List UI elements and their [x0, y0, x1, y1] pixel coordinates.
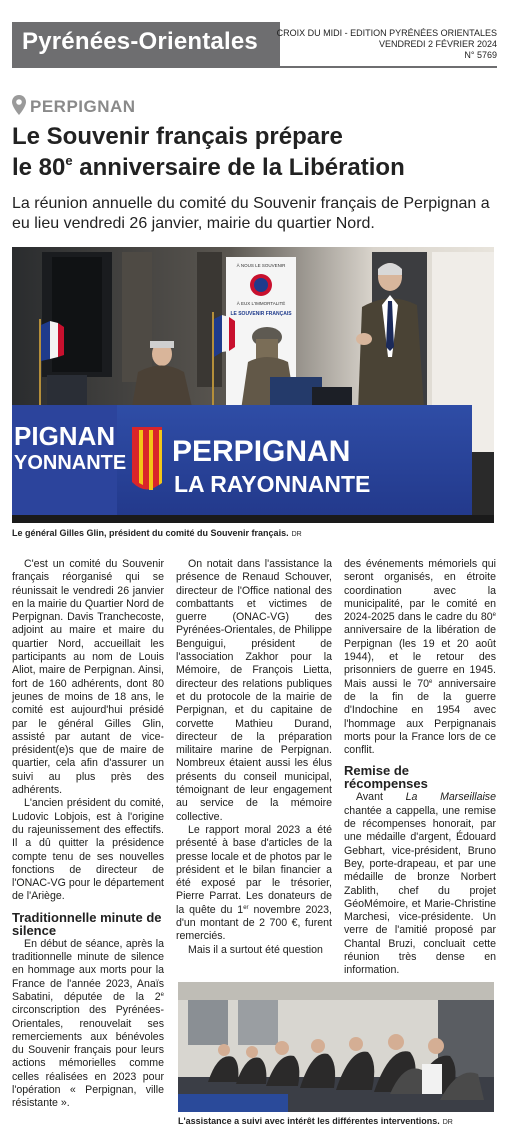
paragraph-1: C'est un comité du Souvenir français réorganisé qui se réunissait le vendredi 26 janvier en la mairie du Quartier Nord de Perpignan. Davis Tranchecoste, adjoint au maire et maire du quartier Nord, accueillait les participants au nom de Louis Aliot, maire de Perpignan. Ainsi, fort de 160 adhérents, dont 80 jeunes de moins de 18 ans, le comité est aujourd'hui présidé par le général Gilles Glin, assisté par autant de vice-président(e)s que de maire de quartier, cela afin d'assurer un suivi au plus près des adhérents. — [12, 558, 164, 797]
audience-photo — [178, 982, 494, 1112]
subheading-minute-de-silence: Traditionnelle minute de silence — [12, 909, 162, 938]
paragraph-3-end: circonscription des Pyrénées-Orientales, renouvelait ses remerciements aux bénévoles du Souvenir français pour leurs actions mémorielles comme celles réalisées en 2023 pour l'opération « Perpignan, ville résistante ». — [12, 1004, 164, 1110]
paragraph-5-end: novembre 2023, d'un montant de 2 700 €, furent remerciés. — [176, 903, 332, 943]
article-column-2 — [176, 558, 332, 957]
paragraph-3 — [12, 938, 164, 1111]
subheading-remise-de-recompenses: Remise de récompenses — [344, 763, 428, 792]
paragraph-7-part-3: anniversaire de la fin de la guerre d'Indochine en 1954 avec l'hommage aux Perpignanais morts pour la France lors de ce conflit. — [344, 677, 496, 757]
paragraph-7-superscript-1: e — [492, 612, 496, 619]
paragraph-7 — [344, 558, 496, 757]
photo-caption-1 — [12, 528, 302, 538]
rollup-line-2: À EUX L'IMMORTALITÉ — [236, 301, 286, 306]
publication-date: VENDREDI 2 FÉVRIER 2024 — [378, 39, 497, 49]
paragraph-6: Mais il a surtout été question — [188, 943, 323, 956]
article-column-1 — [12, 558, 164, 1111]
photo-credit-2: DR — [442, 1119, 453, 1126]
headline-line-2-start: le 80 — [12, 154, 66, 181]
audience-photo-scene — [178, 982, 494, 1112]
article-lead: La réunion annuelle du comité du Souvenir français de Perpignan a eu lieu vendredi 26 janvier, mairie du quartier Nord. — [12, 195, 490, 232]
meeting-photo — [12, 247, 494, 523]
paragraph-4: On notait dans l'assistance la présence de Renaud Schouver, directeur de l'Office national des combattants et victimes de guerre (ONAC-VG) des Pyrénées-Orientales, de Philippe Benguigui, président de l'association Zakhor pour la Mémoire, de François Lietta, directeur des relations publiques et du protocole de la mairie de Perpignan, et du capitaine de corvette Mathieu Durand, directeur de la préparation militaire marine de Perpignan. Nombreux étaient aussi les élus présents du conseil municipal, témoignant de leur engagement au service de la mémoire collective. — [176, 558, 332, 823]
paragraph-5-start: Le rapport moral 2023 a été présenté à base d'articles de la presse locale et de photos par le président et le bilan financier a été exposé par le trésorier, Pierre Parrat. Les donateurs de la quête du 1 — [176, 823, 332, 916]
photo-caption-2 — [178, 1116, 453, 1126]
map-pin-icon — [12, 95, 26, 115]
paragraph-2: L'ancien président du comité, Ludovic Lobjois, est à l'origine du rajeunissement des effectifs. Il a dû quitter la présidence compte tenu de ses nouvelles fonctions de directeur de l'ONAC-VG pour le département de l'Ariège. — [12, 797, 164, 903]
publication-info — [277, 28, 497, 61]
meeting-photo-scene — [12, 247, 494, 523]
headline — [12, 121, 502, 183]
rollup-line-1: À NOUS LE SOUVENIR — [236, 263, 286, 268]
photo-credit-1: DR — [291, 531, 302, 538]
article-column-3 — [344, 558, 496, 978]
location-label: PERPIGNAN — [30, 97, 136, 116]
photo-caption-1-text: Le général Gilles Glin, président du comité du Souvenir français. — [12, 528, 289, 538]
paragraph-3-start: En début de séance, après la traditionnelle minute de silence en hommage aux morts pour la France de l'année 2023, Anaïs Sabatini, députée de la 2 — [12, 937, 164, 1003]
paragraph-7-part-1: des événements mémoriels qui seront organisés, en étroite coordination avec la municipalité, par le comité en 2024-2025 dans le cadre du 80 — [344, 558, 496, 624]
section-banner — [12, 22, 280, 66]
section-title: Pyrénées-Orientales — [22, 28, 258, 55]
rollup-line-3: LE SOUVENIR FRANÇAIS — [230, 311, 292, 317]
banner-line-2: LA RAYONNANTE — [174, 471, 371, 497]
issue-number: N° 5769 — [464, 50, 497, 60]
headline-superscript: e — [65, 153, 73, 168]
publication-name: CROIX DU MIDI - EDITION PYRÉNÉES ORIENTALES — [276, 28, 497, 38]
paragraph-5-superscript: er — [243, 904, 249, 911]
paragraph-8-start: Avant — [356, 791, 406, 804]
banner-left-line-1: PIGNAN — [14, 421, 116, 451]
paragraph-7-part-2: anniversaire de la libération de Perpignan (les 19 et 20 août 1944), et le retour des prisonniers de guerre en 1945. Mais aussi le 70 — [344, 624, 496, 690]
paragraph-7-superscript-2: e — [428, 678, 433, 685]
header-rule — [12, 66, 497, 68]
banner-left-line-2: YONNANTE — [14, 452, 127, 474]
paragraph-8 — [344, 791, 496, 977]
headline-line-2-end: anniversaire de la Libération — [72, 154, 405, 181]
headline-line-1: Le Souvenir français prépare — [12, 123, 343, 150]
paragraph-5 — [176, 824, 332, 944]
paragraph-8-end: chantée a cappella, une remise de récompenses honorait, par une médaille d'argent, Édouard Gebhart, vice-président, Bruno Bey, porte-drapeau, et par une médaille de bronze Norbert Zablith, chef du projet GéoMémoire, et Marie-Christine Marchesi, vice-présidente. Un verre de l'amitié proposé par Chantal Bruzi, concluait cette réunion très dense en information. — [344, 804, 496, 977]
banner-line-1: PERPIGNAN — [172, 435, 351, 468]
paragraph-8-emphasis: La Marseillaise — [405, 791, 496, 804]
photo-caption-2-text: L'assistance a suivi avec intérêt les différentes interventions. — [178, 1116, 440, 1126]
paragraph-3-superscript: e — [160, 991, 164, 998]
